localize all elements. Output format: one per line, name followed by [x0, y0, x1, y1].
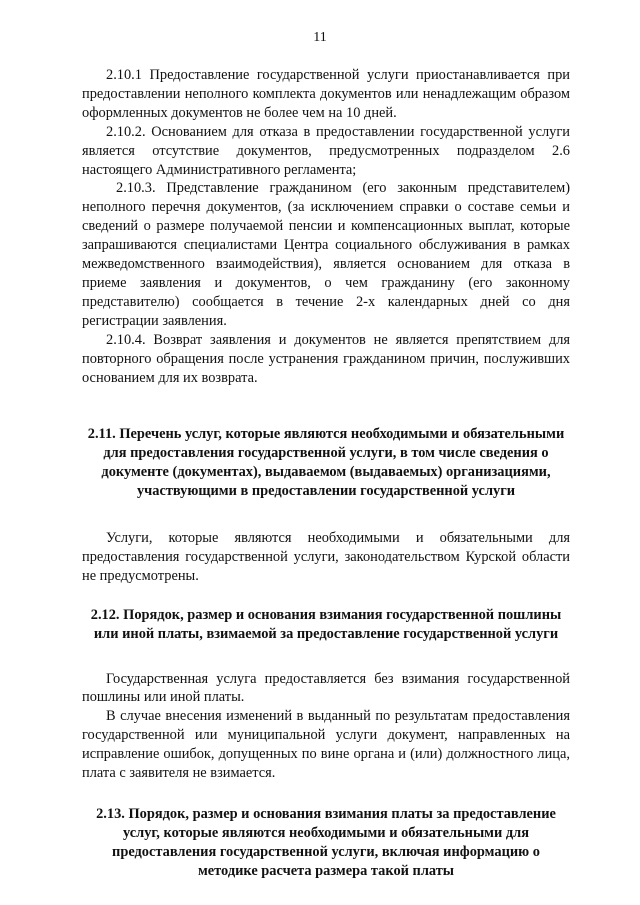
section-text-2-11: Услуги, которые являются необходимыми и обязательными для предоставления государственной услуги, законодательством Курской области не предусмотрены. [82, 530, 570, 584]
section-text-2-12-b: В случае внесения изменений в выданный по результатам предоставления государственной или муниципальной услуги документ, направленных на исправление ошибок, допущенных по вине органа и (или) должностного лица, плата с заявителя не взимается. [82, 708, 570, 782]
section-heading-2-12: 2.12. Порядок, размер и основания взимания государственной пошлины или иной платы, взимаемой за предоставление государственной услуги [90, 606, 562, 642]
paragraph-2-10-1: 2.10.1 Предоставление государственной услуги приостанавливается при предоставлении неполного комплекта документов или ненадлежащим образом оформленных документов не более чем на 10 дней. [82, 67, 570, 121]
section-heading-2-11: 2.11. Перечень услуг, которые являются необходимыми и обязательными для предоставления государственной услуги, в том числе сведения о документе (документах), выдаваемом (выдаваемых) организациями, участвующими в предоставлении государственной услуги [87, 426, 565, 500]
paragraph-2-10-2: 2.10.2. Основанием для отказа в предоставлении государственной услуги является отсутствие документов, предусмотренных подразделом 2.6 настоящего Административного регламента; [82, 123, 570, 178]
document-body [82, 66, 570, 881]
paragraph-2-10-4: 2.10.4. Возврат заявления и документов не является препятствием для повторного обращения после устранения гражданином причин, послуживших основанием для их возврата. [82, 331, 570, 386]
section-heading-2-13: 2.13. Порядок, размер и основания взимания платы за предоставление услуг, которые являются необходимыми и обязательными для предоставления государственной услуги, включая информацию о методике расчета размера такой платы [96, 806, 556, 879]
page-number: 11 [313, 30, 327, 45]
paragraph-2-10-3: 2.10.3. Представление гражданином (его законным представителем) неполного перечня документов, (за исключением справки о составе семьи и сведений о размере получаемой пенсии и компенсационных выплат, которые запрашиваются специалистами Центра социального обслуживания в рамках межведомственного взаимодействия), является основанием для отказа в приеме заявления и документов, о чем гражданину (его законному представителю) сообщается в течение 2-х календарных дней со дня регистрации заявления. [82, 180, 570, 329]
section-text-2-12-a: Государственная услуга предоставляется без взимания государственной пошлины или иной платы. [82, 670, 570, 706]
